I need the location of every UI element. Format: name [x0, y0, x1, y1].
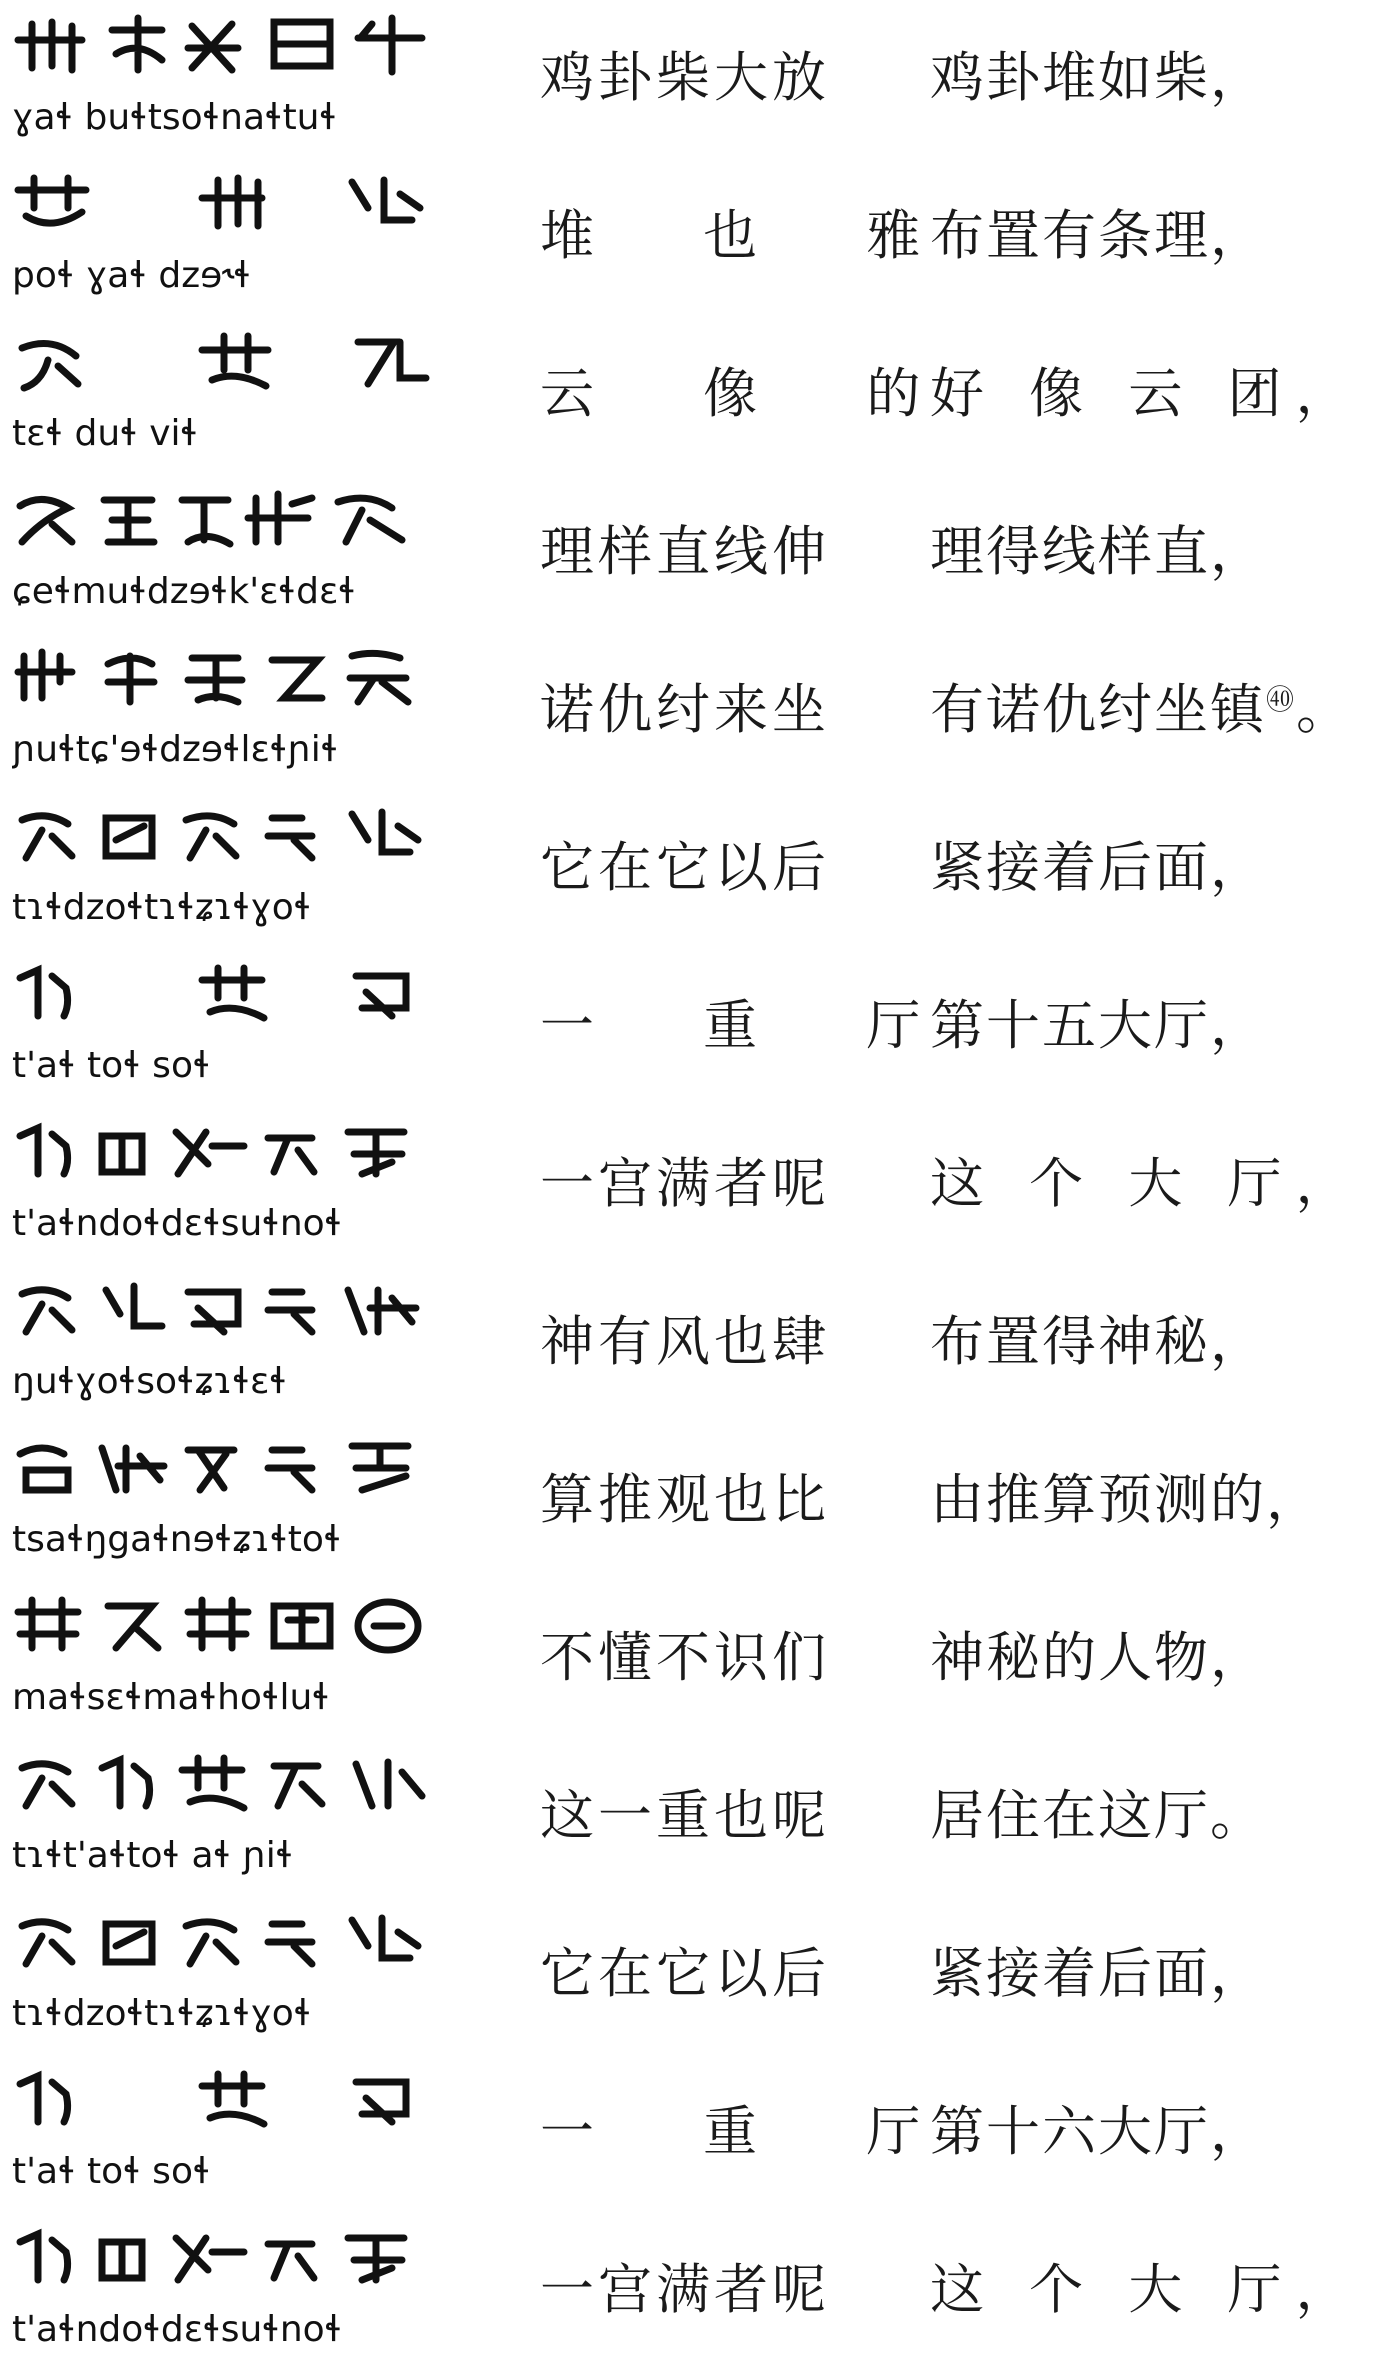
- yi-script-glyphs: [12, 484, 452, 568]
- literal-gloss: 一 重 厅: [540, 2100, 967, 2163]
- transliteration: tsaɬŋgaɬnɘɬʑɿɬtoɬ: [12, 1519, 342, 1560]
- literal-gloss: 它在它以后: [540, 836, 830, 899]
- literal-gloss: 理样直线伸: [540, 520, 830, 583]
- free-translation: 紧接着后面，: [930, 1942, 1266, 2005]
- free-translation: [930, 674, 1380, 746]
- yi-script-cell: [12, 1906, 452, 2046]
- transliteration: ɕeɬmuɬdzɘɬk'ɛɬdɛɬ: [12, 571, 356, 612]
- transliteration: tɛɬ duɬ viɬ: [12, 413, 199, 454]
- yi-script-cell: [12, 958, 452, 1098]
- free-translation: 布置得神秘，: [930, 1310, 1266, 1373]
- translation-text: 有诺仇纣坐镇: [930, 678, 1266, 741]
- yi-script-glyphs: [12, 1116, 452, 1200]
- free-translation: 布置有条理，: [930, 204, 1266, 267]
- transliteration: tɿɬdzoɬtɿɬʑɿɬɣoɬ: [12, 1993, 312, 2034]
- free-translation: 鸡卦堆如柴，: [930, 46, 1266, 109]
- literal-gloss: 它在它以后: [540, 1942, 830, 2005]
- free-translation: 神秘的人物，: [930, 1626, 1266, 1689]
- yi-script-cell: [12, 1590, 452, 1730]
- free-translation: 好 像 云 团，: [930, 362, 1364, 425]
- transliteration: ɲuɬtɕ'ɘɬdzɘɬlɛɬɲiɬ: [12, 729, 339, 770]
- yi-script-cell: [12, 2064, 452, 2204]
- transliteration: t'aɬndoɬdɛɬsuɬnoɬ: [12, 1203, 343, 1244]
- verse-row: [0, 158, 1392, 316]
- verse-row: [0, 632, 1392, 790]
- free-translation: 这 个 大 厅，: [930, 2258, 1364, 2321]
- verse-row: [0, 948, 1392, 1106]
- free-translation: 居住在这厅。: [930, 1784, 1266, 1847]
- verse-row: [0, 1106, 1392, 1264]
- yi-script-glyphs: [12, 1432, 452, 1516]
- literal-gloss: 这一重也呢: [540, 1784, 830, 1847]
- yi-script-cell: [12, 642, 452, 782]
- yi-script-glyphs: [12, 800, 452, 884]
- yi-script-glyphs: [12, 958, 452, 1042]
- literal-gloss: 神有风也肆: [540, 1310, 830, 1373]
- yi-script-cell: [12, 1432, 452, 1572]
- literal-gloss: 诺仇纣来坐: [540, 678, 830, 741]
- free-translation: 由推算预测的，: [930, 1468, 1322, 1531]
- literal-gloss: 堆 也 雅: [540, 204, 967, 267]
- transliteration: ɣaɬ buɬtsoɬnaɬtuɬ: [12, 97, 338, 138]
- yi-script-glyphs: [12, 10, 452, 94]
- yi-script-glyphs: [12, 1274, 452, 1358]
- verse-row: [0, 1422, 1392, 1580]
- yi-script-cell: [12, 10, 452, 150]
- yi-script-cell: [12, 800, 452, 940]
- literal-gloss: 不懂不识们: [540, 1626, 830, 1689]
- transliteration: poɬ ɣaɬ dzɘ˞ɬ: [12, 255, 252, 296]
- transliteration: t'aɬ toɬ soɬ: [12, 2151, 211, 2192]
- free-translation: 这 个 大 厅，: [930, 1152, 1364, 1215]
- verse-row: [0, 2212, 1392, 2370]
- verse-row: [0, 790, 1392, 948]
- literal-gloss: 鸡卦柴大放: [540, 46, 830, 109]
- literal-gloss: 一宫满者呢: [540, 2258, 830, 2321]
- yi-script-cell: [12, 1748, 452, 1888]
- verse-row: [0, 474, 1392, 632]
- yi-script-cell: [12, 1116, 452, 1256]
- yi-script-glyphs: [12, 168, 452, 252]
- verse-row: [0, 316, 1392, 474]
- literal-gloss: 一 重 厅: [540, 994, 967, 1057]
- free-translation: 第十六大厅，: [930, 2100, 1266, 2163]
- yi-script-glyphs: [12, 2064, 452, 2148]
- yi-script-cell: [12, 168, 452, 308]
- verse-row: [0, 1896, 1392, 2054]
- yi-script-glyphs: [12, 1906, 452, 1990]
- verse-row: [0, 1264, 1392, 1422]
- transliteration: t'aɬndoɬdɛɬsuɬnoɬ: [12, 2309, 343, 2350]
- yi-script-cell: [12, 326, 452, 466]
- yi-script-cell: [12, 2222, 452, 2362]
- yi-script-glyphs: [12, 2222, 452, 2306]
- yi-script-glyphs: [12, 326, 452, 410]
- yi-script-glyphs: [12, 1590, 452, 1674]
- yi-script-glyphs: [12, 642, 452, 726]
- free-translation: 第十五大厅，: [930, 994, 1266, 1057]
- verse-row: [0, 1738, 1392, 1896]
- verse-row: [0, 1580, 1392, 1738]
- literal-gloss: 云 像 的: [540, 362, 967, 425]
- transliteration: ŋuɬɣoɬsoɬʑɿɬɛɬ: [12, 1361, 288, 1402]
- transliteration: maɬsɛɬmaɬhoɬluɬ: [12, 1677, 330, 1718]
- translation-end-mark: 。: [1296, 678, 1353, 741]
- footnote-marker[interactable]: ㊵: [1266, 683, 1297, 716]
- free-translation: 理得线样直，: [930, 520, 1266, 583]
- transliteration: tɿɬdzoɬtɿɬʑɿɬɣoɬ: [12, 887, 312, 928]
- free-translation: 紧接着后面，: [930, 836, 1266, 899]
- transliteration: t'aɬ toɬ soɬ: [12, 1045, 211, 1086]
- verse-row: [0, 0, 1392, 158]
- yi-script-cell: [12, 1274, 452, 1414]
- yi-script-glyphs: [12, 1748, 452, 1832]
- verse-row: [0, 2054, 1392, 2212]
- transliteration: tɿɬt'aɬtoɬ aɬ ɲiɬ: [12, 1835, 294, 1876]
- literal-gloss: 一宫满者呢: [540, 1152, 830, 1215]
- yi-script-cell: [12, 484, 452, 624]
- literal-gloss: 算推观也比: [540, 1468, 830, 1531]
